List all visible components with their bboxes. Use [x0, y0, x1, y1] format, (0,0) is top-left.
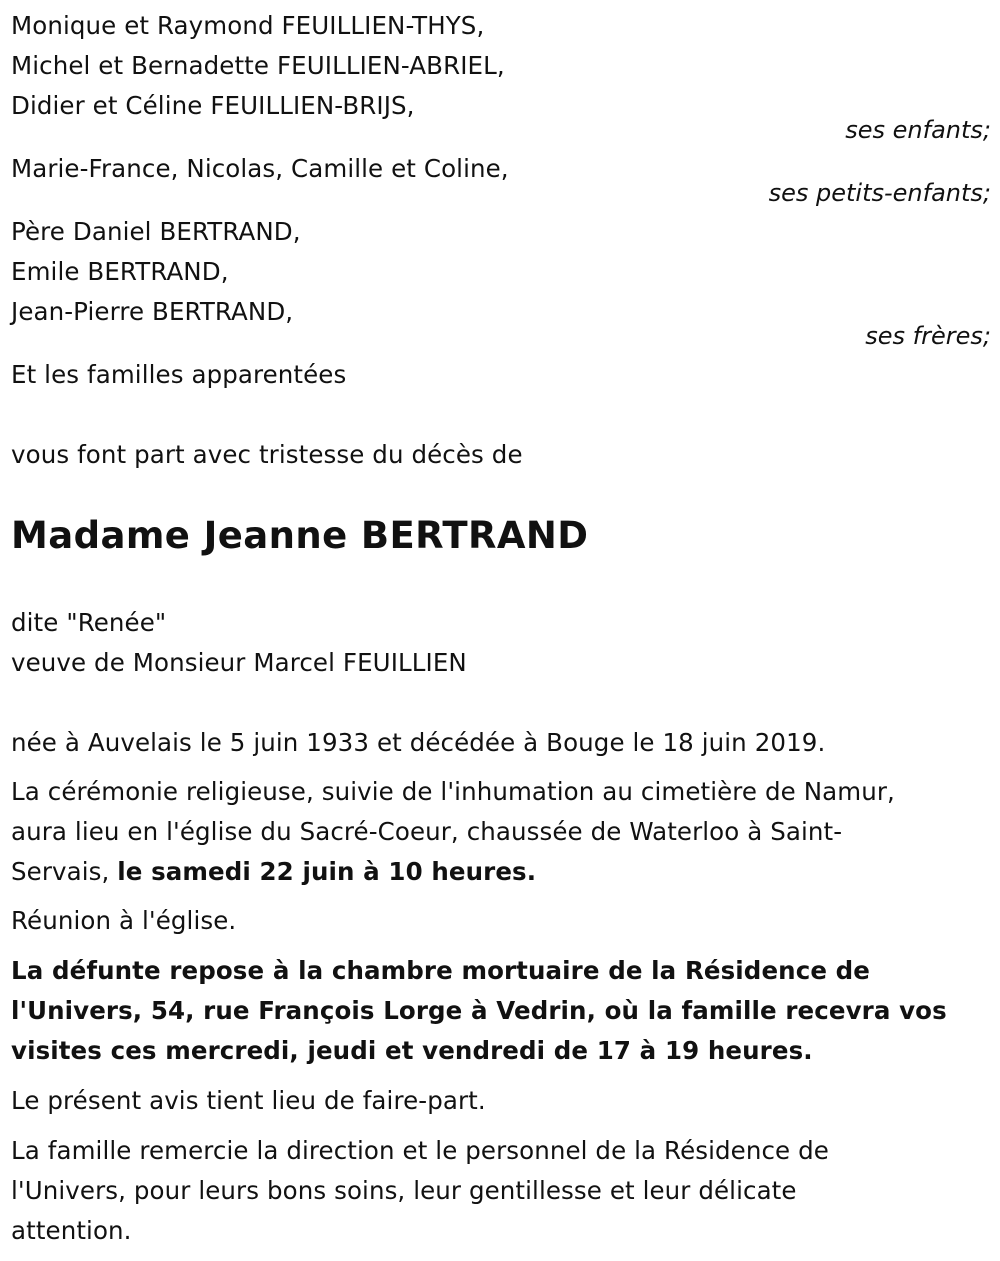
announcement-line: vous font part avec tristesse du décès de [11, 440, 523, 469]
ceremony-line-3-start: Servais, [11, 857, 118, 886]
grandchildren-line: Marie-France, Nicolas, Camille et Coline, [11, 154, 509, 183]
child-line-1: Monique et Raymond FEUILLIEN-THYS, [11, 11, 485, 40]
brothers-label: ses frères; [865, 322, 991, 350]
rest-line-1: La défunte repose à la chambre mortuaire de la Résidence de [11, 956, 871, 985]
brother-line-3: Jean-Pierre BERTRAND, [11, 297, 294, 326]
deceased-nickname: dite "Renée" [11, 608, 167, 637]
rest-line-3: visites ces mercredi, jeudi et vendredi de 17 à 19 heures. [11, 1036, 813, 1065]
ceremony-line-2: aura lieu en l'église du Sacré-Coeur, chaussée de Waterloo à Saint- [11, 817, 843, 846]
brother-line-1: Père Daniel BERTRAND, [11, 217, 301, 246]
deceased-name: Madame Jeanne BERTRAND [11, 514, 589, 557]
deceased-widow-of: veuve de Monsieur Marcel FEUILLIEN [11, 648, 467, 677]
child-line-3: Didier et Céline FEUILLIEN-BRIJS, [11, 91, 415, 120]
grandchildren-label: ses petits-enfants; [768, 179, 991, 207]
ceremony-line-3 [11, 852, 536, 892]
families-line: Et les familles apparentées [11, 360, 347, 389]
notice-line: Le présent avis tient lieu de faire-part. [11, 1086, 486, 1115]
thanks-line-2: l'Univers, pour leurs bons soins, leur gentillesse et leur délicate [11, 1176, 797, 1205]
rest-line-2: l'Univers, 54, rue François Lorge à Vedrin, où la famille recevra vos [11, 996, 947, 1025]
child-line-2: Michel et Bernadette FEUILLIEN-ABRIEL, [11, 51, 505, 80]
ceremony-line-1: La cérémonie religieuse, suivie de l'inhumation au cimetière de Namur, [11, 777, 895, 806]
thanks-line-3: attention. [11, 1216, 132, 1245]
birth-death-line: née à Auvelais le 5 juin 1933 et décédée à Bouge le 18 juin 2019. [11, 728, 826, 757]
ceremony-date-time: le samedi 22 juin à 10 heures. [117, 857, 537, 886]
children-label: ses enfants; [845, 116, 991, 144]
brother-line-2: Emile BERTRAND, [11, 257, 229, 286]
thanks-line-1: La famille remercie la direction et le personnel de la Résidence de [11, 1136, 829, 1165]
meeting-line: Réunion à l'église. [11, 906, 237, 935]
